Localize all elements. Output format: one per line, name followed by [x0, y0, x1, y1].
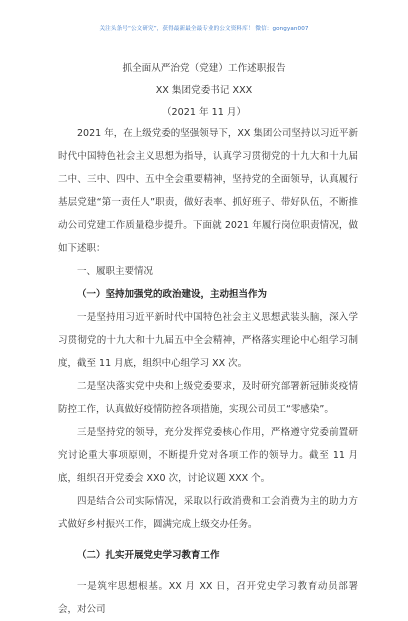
- document-title: 抓全面从严治党（党建）工作述职报告: [122, 63, 286, 74]
- document-author: XX 集团党委书记 XXX: [155, 85, 253, 96]
- paragraph-2: 二是坚决落实党中央和上级党委要求，及时研究部署新冠肺炎疫情防控工作，认真做好疫情防控各项措施，实现公司员工“零感染”。: [58, 381, 358, 415]
- paragraph-4: 四是结合公司实际情况，采取以行政消费和工会消费为主的助力方式做好乡村振兴工作，圆满完成上级交办任务。: [58, 496, 358, 530]
- subsection-heading-2: （二）扎实开展党史学习教育工作: [77, 550, 220, 561]
- section-heading-1: 一、履职主要情况: [77, 266, 154, 277]
- paragraph-3: 三是坚持党的领导，充分发挥党委核心作用，严格遵守党委前置研究讨论重大事项原则，不断提升党对各项工作的领导力。截至 11 月底，组织召开党委会 XX0 次，讨论议题 XXX 个。: [58, 427, 358, 484]
- document-body: [58, 122, 358, 621]
- promo-banner[interactable]: 关注头条号“公文研究”，获得最新最全最专业的公文资料库！ 微信：gongyan007: [99, 26, 309, 32]
- paragraph-1: 一是坚持用习近平新时代中国特色社会主义思想武装头脑，深入学习贯彻党的十九大和十九届五中全会精神，严格落实理论中心组学习制度，截至 11 月底，组织中心组学习 XX 次。: [58, 312, 358, 369]
- subsection-heading-1: （一）坚持加强党的政治建设，主动担当作为: [77, 289, 268, 300]
- paragraph-5: 一是筑牢思想根基。XX 月 XX 日，召开党史学习教育动员部署会，对公司: [58, 581, 358, 615]
- document-date: （2021 年 11 月）: [161, 107, 247, 118]
- intro-paragraph: 2021 年，在上级党委的坚强领导下，XX 集团公司坚持以习近平新时代中国特色社会主义思想为指导，认真学习贯彻党的十九大和十九届二中、三中、四中、五中全会重要精神，坚持党的全面领导，认真履行基层党建“第一责任人”职责，做好表率、抓好班子、带好队伍，不断推动公司党建工作质量稳步提升。下面就 2021 年履行岗位职责情况，做如下述职：: [58, 128, 358, 254]
